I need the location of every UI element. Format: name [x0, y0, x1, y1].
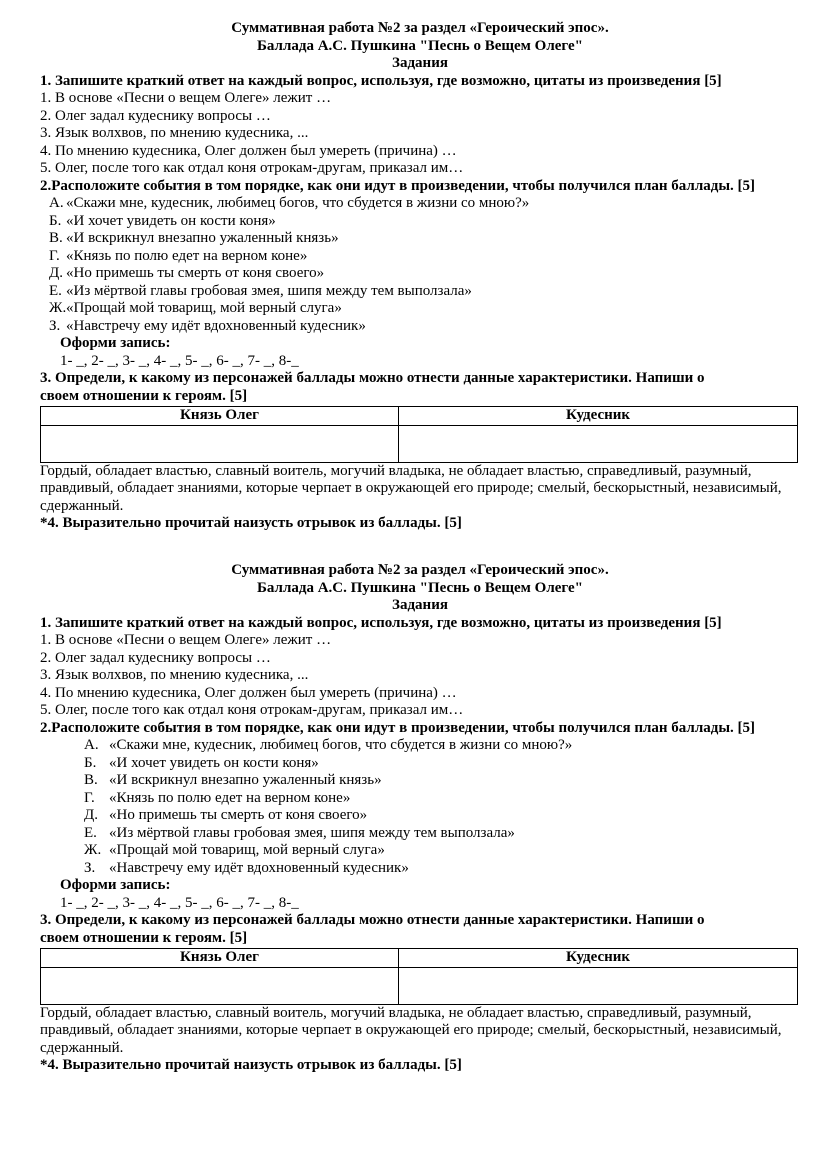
event-letter: Д.: [84, 807, 98, 823]
event-text: «Но примешь ты смерть от коня своего»: [66, 265, 325, 281]
event-item: [40, 283, 800, 301]
event-letter: А.: [49, 195, 64, 211]
traits-list: Гордый, обладает властью, славный воитель, могучий владыка, не обладает властью, справедливый, разумный, правдивый, обладает знаниями, которые черпает в окружающей его природе; смелый, бескорыстный, независимый, сдержанный.: [40, 1004, 782, 1056]
record-template: 1- _, 2- _, 3- _, 4- _, 5- _, 6- _, 7- _, 8-_: [60, 894, 299, 911]
event-text: «Князь по полю едет на верном коне»: [109, 789, 351, 806]
event-letter: Е.: [84, 824, 97, 841]
event-item: [40, 860, 800, 878]
worksheet-title: Суммативная работа №2 за раздел «Героический эпос».: [231, 562, 609, 578]
event-text: «Прощай мой товарищ, мой верный слуга»: [109, 842, 385, 858]
event-text: «Но примешь ты смерть от коня своего»: [109, 807, 368, 823]
task1-question: 1. В основе «Песни о вещем Олеге» лежит …: [40, 632, 332, 648]
task3-heading: 3. Определи, к какому из персонажей баллады можно отнести данные характеристики. Напиши о: [40, 912, 705, 928]
task2-heading: 2.Расположите события в том порядке, как они идут в произведении, чтобы получился план баллады. [5]: [40, 719, 756, 736]
answer-cell-oleg[interactable]: [41, 967, 399, 1004]
task1-question: 5. Олег, после того как отдал коня отрокам-другам, приказал им…: [40, 702, 464, 718]
event-letter: Е.: [49, 282, 62, 299]
event-text: «И хочет увидеть он кости коня»: [66, 212, 276, 229]
task1-question: 2. Олег задал кудеснику вопросы …: [40, 649, 271, 666]
event-text: «Скажи мне, кудесник, любимец богов, что сбудется в жизни со мною?»: [66, 195, 530, 211]
worksheet-title: Суммативная работа №2 за раздел «Героический эпос».: [231, 20, 609, 36]
event-letter: Б.: [84, 754, 97, 771]
tasks-heading: Задания: [392, 597, 448, 613]
worksheet-subtitle: Баллада А.С. Пушкина "Песнь о Вещем Олеге": [256, 579, 583, 596]
record-label: Оформи запись:: [60, 877, 171, 893]
event-item: [40, 318, 800, 336]
column-header-kudesnik: Кудесник: [399, 949, 798, 968]
event-item: [40, 737, 800, 755]
task1-heading: 1. Запишите краткий ответ на каждый вопрос, используя, где возможно, цитаты из произведения [5]: [40, 614, 722, 631]
event-text: «Из мёртвой главы гробовая змея, шипя между тем выползала»: [66, 282, 472, 299]
event-letter: В.: [49, 230, 63, 246]
event-item: [40, 790, 800, 808]
event-text: «Прощай мой товарищ, мой верный слуга»: [66, 300, 342, 316]
column-header-oleg: Князь Олег: [41, 407, 399, 426]
event-letter: Б.: [49, 212, 62, 229]
answer-cell-oleg[interactable]: [41, 425, 399, 462]
task4-heading: *4. Выразительно прочитай наизусть отрывок из баллады. [5]: [40, 515, 462, 531]
event-letter: Г.: [84, 789, 95, 806]
task1-question: 4. По мнению кудесника, Олег должен был умереть (причина) …: [40, 684, 457, 701]
event-item: [40, 265, 800, 283]
column-header-oleg: Князь Олег: [41, 949, 399, 968]
worksheet-subtitle: Баллада А.С. Пушкина "Песнь о Вещем Олеге": [256, 37, 583, 54]
event-item: [40, 807, 800, 825]
event-text: «Князь по полю едет на верном коне»: [66, 247, 308, 264]
traits-list: Гордый, обладает властью, славный воитель, могучий владыка, не обладает властью, справедливый, разумный, правдивый, обладает знаниями, которые черпает в окружающей его природе; смелый, бескорыстный, независимый, сдержанный.: [40, 462, 782, 514]
record-template: 1- _, 2- _, 3- _, 4- _, 5- _, 6- _, 7- _, 8-_: [60, 352, 299, 369]
event-text: «И вскрикнул внезапно ужаленный князь»: [66, 230, 339, 246]
event-text: «Навстречу ему идёт вдохновенный кудесник»: [66, 317, 366, 334]
task1-question: 1. В основе «Песни о вещем Олеге» лежит …: [40, 90, 332, 106]
task1-heading: 1. Запишите краткий ответ на каждый вопрос, используя, где возможно, цитаты из произведения [5]: [40, 72, 722, 89]
characters-table: [40, 948, 798, 1005]
event-item: [40, 772, 800, 790]
answer-cell-kudesnik[interactable]: [399, 425, 798, 462]
column-header-kudesnik: Кудесник: [399, 407, 798, 426]
task3-heading-continued: своем отношении к героям. [5]: [40, 387, 248, 404]
task1-question: 2. Олег задал кудеснику вопросы …: [40, 107, 271, 124]
task1-question: 5. Олег, после того как отдал коня отрокам-другам, приказал им…: [40, 160, 464, 176]
event-item: [40, 825, 800, 843]
event-item: [40, 842, 800, 860]
record-label: Оформи запись:: [60, 335, 171, 351]
event-letter: Ж.: [49, 300, 67, 316]
event-letter: З.: [84, 859, 96, 876]
tasks-heading: Задания: [392, 55, 448, 71]
task1-question: 3. Язык волхвов, по мнению кудесника, ...: [40, 125, 309, 141]
task4-heading: *4. Выразительно прочитай наизусть отрывок из баллады. [5]: [40, 1057, 462, 1073]
event-letter: З.: [49, 317, 61, 334]
task1-question: 3. Язык волхвов, по мнению кудесника, ...: [40, 667, 309, 683]
event-letter: Д.: [49, 265, 63, 281]
event-item: [40, 213, 800, 231]
event-letter: Ж.: [84, 842, 102, 858]
answer-cell-kudesnik[interactable]: [399, 967, 798, 1004]
event-text: «И хочет увидеть он кости коня»: [109, 754, 319, 771]
event-item: [40, 230, 800, 248]
task3-heading-continued: своем отношении к героям. [5]: [40, 929, 248, 946]
event-text: «Скажи мне, кудесник, любимец богов, что сбудется в жизни со мною?»: [109, 737, 573, 753]
event-item: [40, 195, 800, 213]
event-letter: В.: [84, 772, 98, 788]
characters-table: [40, 406, 798, 463]
event-text: «И вскрикнул внезапно ужаленный князь»: [109, 772, 382, 788]
task1-question: 4. По мнению кудесника, Олег должен был умереть (причина) …: [40, 142, 457, 159]
event-letter: Г.: [49, 247, 60, 264]
event-item: [40, 755, 800, 773]
task2-heading: 2.Расположите события в том порядке, как они идут в произведении, чтобы получился план баллады. [5]: [40, 177, 756, 194]
event-text: «Из мёртвой главы гробовая змея, шипя между тем выползала»: [109, 824, 515, 841]
event-item: [40, 248, 800, 266]
event-item: [40, 300, 800, 318]
worksheet-copy-1: [40, 20, 800, 533]
event-text: «Навстречу ему идёт вдохновенный кудесник»: [109, 859, 409, 876]
task3-heading: 3. Определи, к какому из персонажей баллады можно отнести данные характеристики. Напиши о: [40, 370, 705, 386]
event-letter: А.: [84, 737, 99, 753]
worksheet-copy-2: [40, 562, 800, 1075]
